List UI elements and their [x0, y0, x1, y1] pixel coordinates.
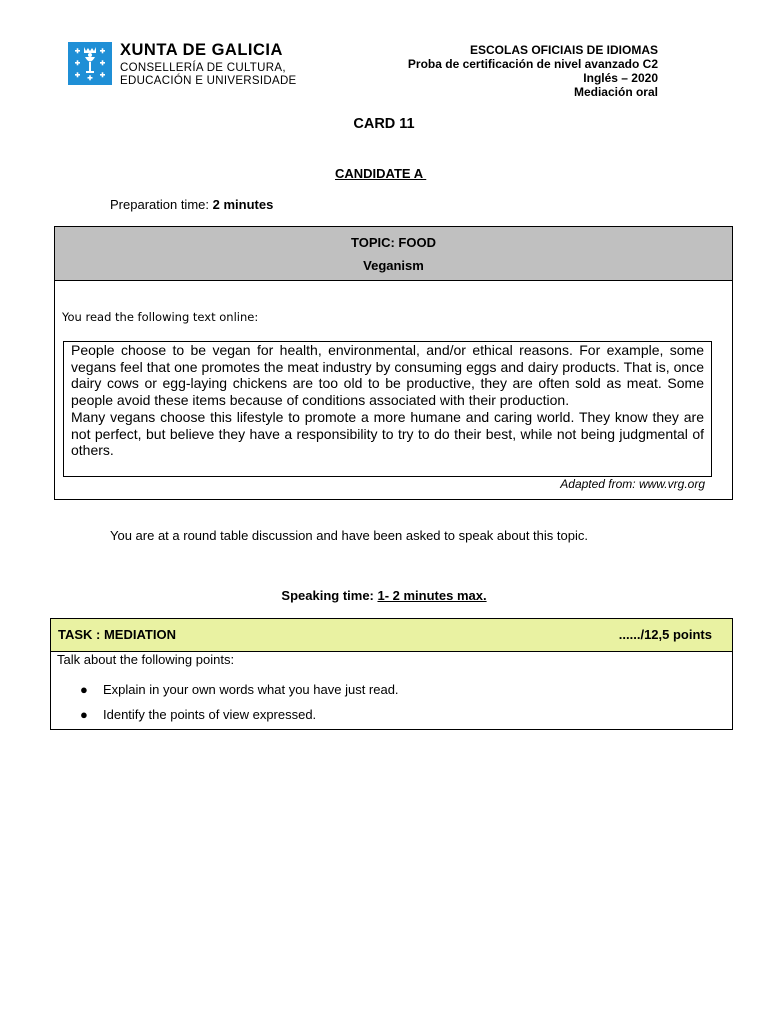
bullet-icon: ● — [80, 707, 88, 722]
task-bullet-item — [80, 707, 316, 722]
situation-text: You are at a round table discussion and have been asked to speak about this topic. — [110, 528, 588, 543]
xunta-logo-icon — [68, 42, 112, 85]
task-intro: Talk about the following points: — [57, 652, 235, 667]
task-bullet-text: Identify the points of view expressed. — [103, 707, 317, 722]
org-name: XUNTA DE GALICIA — [120, 41, 283, 59]
topic-header — [55, 227, 732, 281]
preparation-time-value: 2 minutes — [212, 197, 274, 212]
preparation-time-label: Preparation time: — [110, 197, 213, 212]
org-department-line1: CONSELLERÍA DE CULTURA, — [120, 62, 286, 74]
topic-subtitle: Veganism — [363, 258, 424, 273]
task-header — [51, 619, 732, 652]
topic-title: TOPIC: FOOD — [351, 235, 436, 250]
org-department-line2: EDUCACIÓN E UNIVERSIDADE — [120, 75, 297, 87]
reading-paragraph-2: Many vegans choose this lifestyle to promote a more humane and caring world. They know they are not perfect, but believe they have a responsibility to try to do their best, while not being judgmental of others. — [71, 408, 704, 459]
school-name: ESCOLAS OFICIAIS DE IDIOMAS — [469, 43, 658, 57]
preparation-time — [110, 197, 273, 212]
speaking-time — [0, 588, 768, 603]
text-source: Adapted from: www.vrg.org — [560, 477, 705, 491]
candidate-label: CANDIDATE A — [335, 166, 427, 181]
reading-intro: You read the following text online: — [62, 310, 259, 324]
exam-level: Proba de certificación de nivel avanzado C2 — [407, 57, 658, 71]
task-bullet-text: Explain in your own words what you have just read. — [103, 682, 399, 697]
speaking-time-label: Speaking time: — [281, 588, 378, 603]
task-points: ....../12,5 points — [618, 627, 712, 642]
bullet-icon: ● — [80, 682, 88, 697]
reading-text-box — [63, 341, 712, 477]
task-bullet-item — [80, 682, 399, 697]
reading-paragraph-1: People choose to be vegan for health, environmental, and/or ethical reasons. For example, some vegans feel that one promotes the meat industry by consuming eggs and dairy products. That is, once dairy cows or egg-laying chickens are too old to be productive, they are often sold as meat. Some people avoid these items because of conditions associated with their production. — [71, 342, 704, 409]
exam-language-year: Inglés – 2020 — [583, 71, 658, 85]
exam-part: Mediación oral — [573, 85, 658, 99]
speaking-time-value: 1- 2 minutes max. — [377, 588, 487, 603]
task-title: TASK : MEDIATION — [58, 627, 176, 642]
card-title: CARD 11 — [353, 116, 415, 132]
